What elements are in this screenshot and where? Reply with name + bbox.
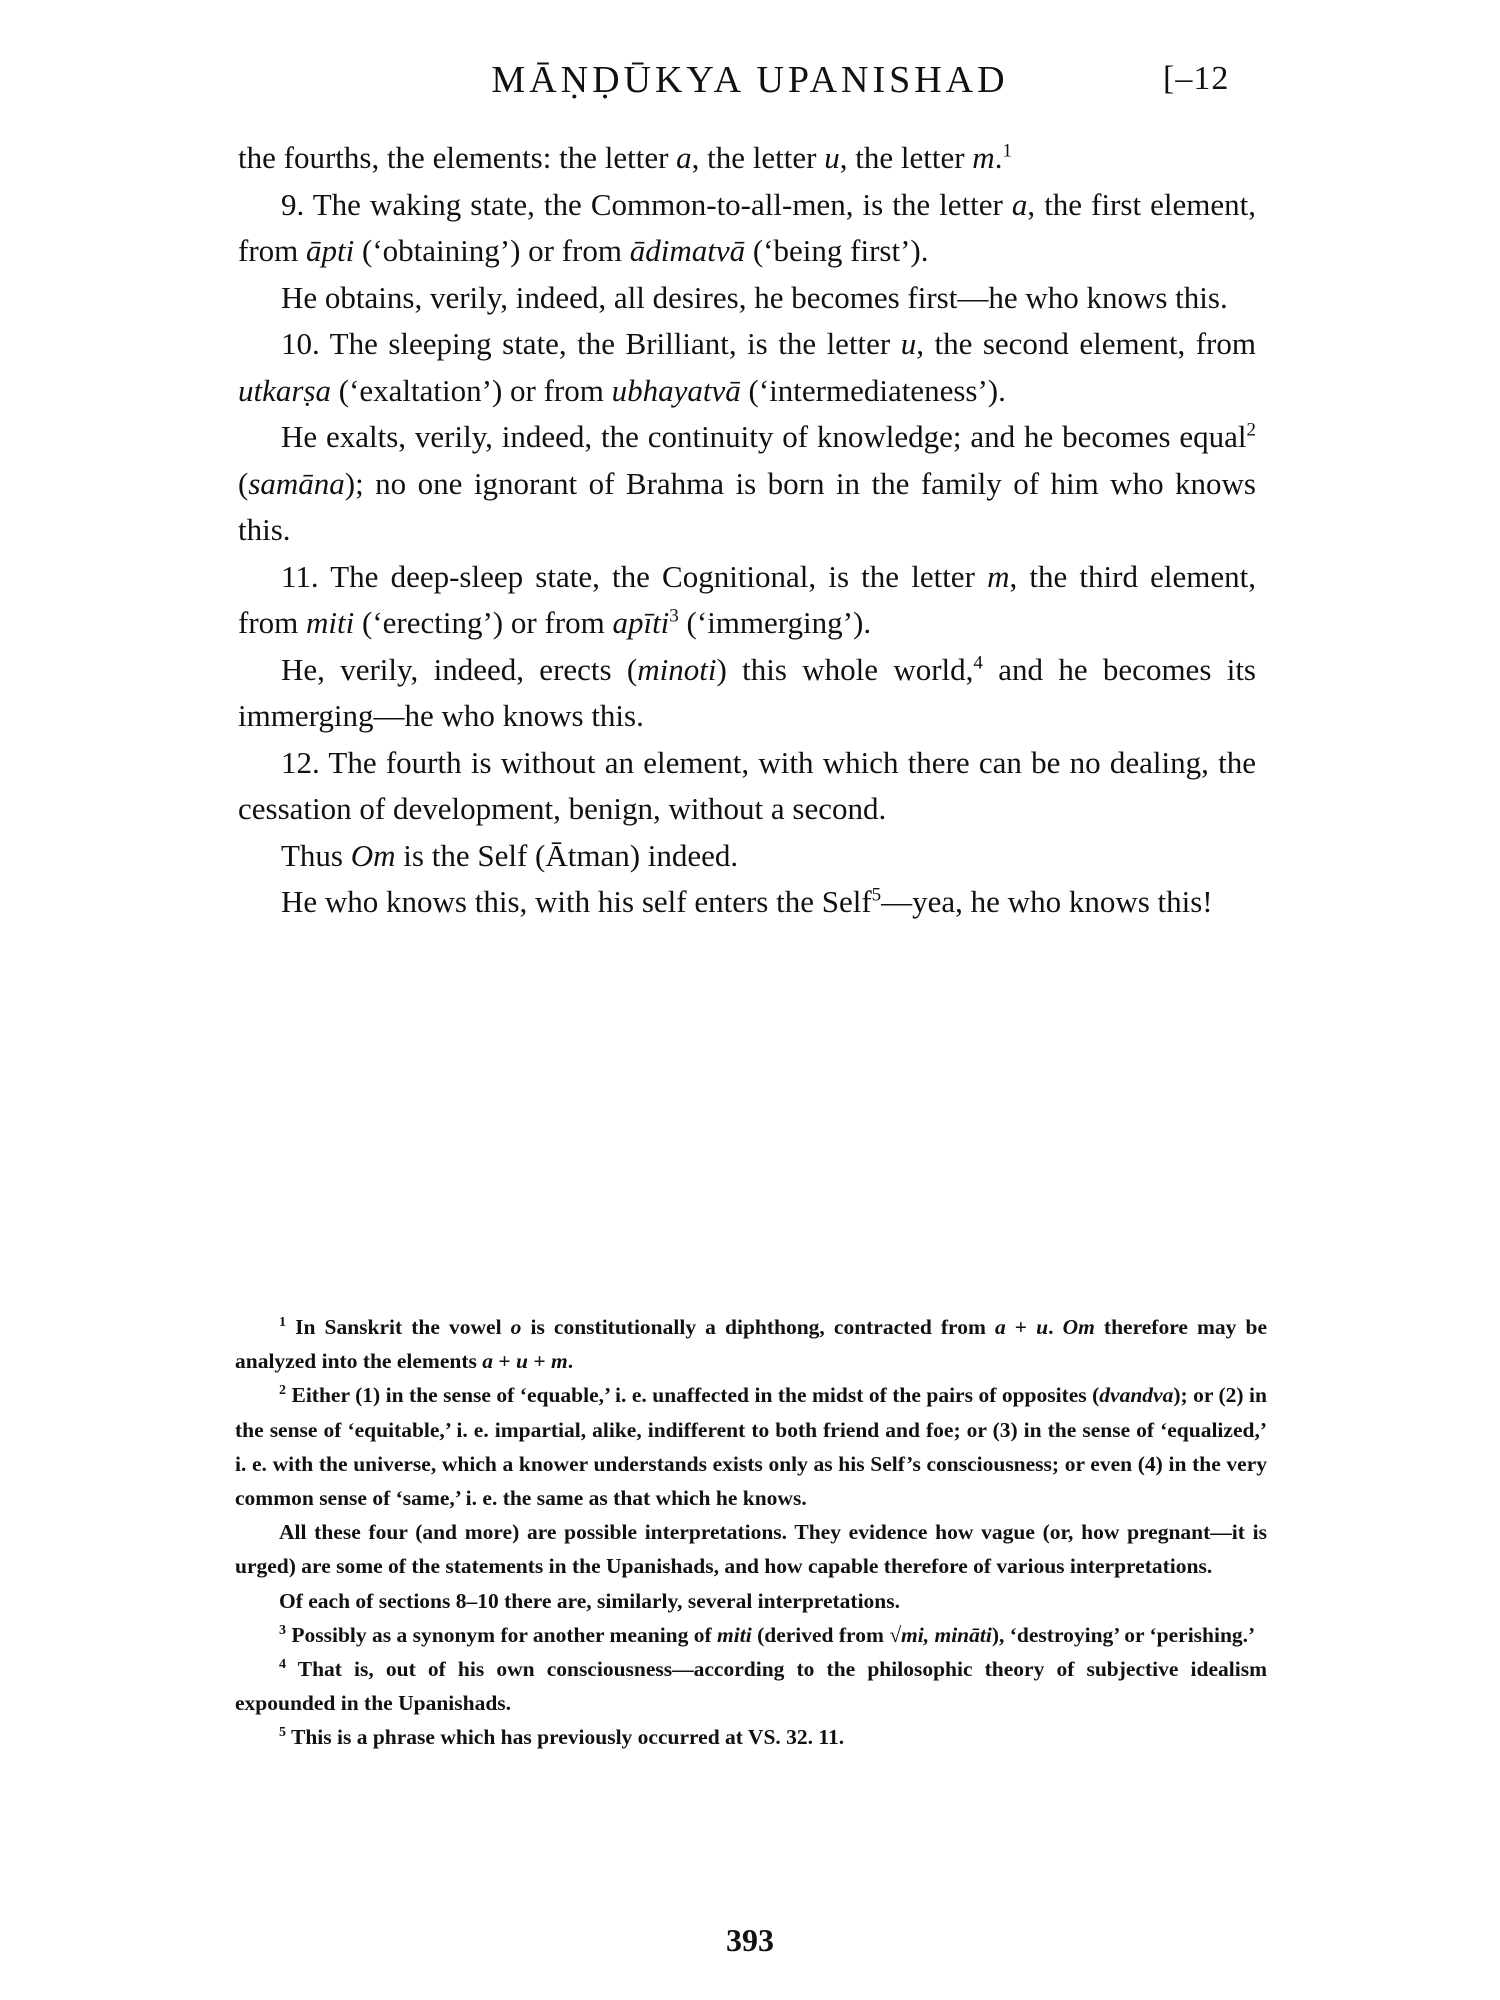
- main-text: [238, 135, 1256, 926]
- footnote-2: $^2$ Either (1) in the sense of ‘equable,’ i. e. unaffected in the midst of the pairs of opposites (dvandva); or (2) in the sense of ‘equitable,’ i. e. impartial, alike, indifferent to both friend and foe; or (3) in the sense of ‘equalized,’ i. e. with the universe, which a knower understands exists only as his Self’s consciousness; or even (4) in the very common sense of ‘same,’ i. e. the same as that which he knows.: [235, 1383, 1267, 1511]
- paragraph-section-10: 10. The sleeping state, the Brilliant, is the letter u, the second element, from utkarṣa (‘exaltation’) or from ubhayatvā (‘intermediateness’).: [238, 326, 1256, 408]
- paragraph-closing: He who knows this, with his self enters the Self$^5$—yea, he who knows this!: [281, 884, 1213, 919]
- footnote-3: $^3$ Possibly as a synonym for another meaning of miti (derived from √mi, mināti), ‘destroying’ or ‘perishing.’: [279, 1622, 1256, 1647]
- paragraph-section-9: 9. The waking state, the Common-to-all-men, is the letter a, the first element, from āpti (‘obtaining’) or from ādimatvā (‘being first’).: [238, 186, 1256, 268]
- footnote-ref: 5: [871, 884, 882, 906]
- paragraph-9-commentary: He obtains, verily, indeed, all desires, he becomes first—he who knows this.: [281, 279, 1228, 315]
- footnote-2-continued: All these four (and more) are possible interpretations. They evidence how vague (or, how pregnant—it is urged) are some of the statements in the Upanishads, and how capable therefore of various interpretations.: [235, 1520, 1267, 1579]
- footnote-4: $^4$ That is, out of his own consciousness—according to the philosophic theory of subjective idealism expounded in the Upanishads.: [235, 1656, 1267, 1716]
- footnote-ref: 2: [1246, 419, 1256, 441]
- paragraph-section-11: 11. The deep-sleep state, the Cognitional, is the letter m, the third element, from miti (‘erecting’) or from apīti$^3$ (‘immerging’).: [238, 558, 1256, 640]
- paragraph-section-12: 12. The fourth is without an element, with which there can be no dealing, the cessation of development, benign, without a second.: [238, 744, 1256, 826]
- footnote-ref: 3: [669, 605, 679, 627]
- section-reference: [–12: [1163, 60, 1230, 97]
- footnote-1: $^1$ In Sanskrit the vowel o is constitutionally a diphthong, contracted from a + u. Om therefore may be analyzed into the elements a + u + m.: [235, 1314, 1267, 1374]
- paragraph-10-commentary: He exalts, verily, indeed, the continuity of knowledge; and he becomes equal$^2$ (samāna); no one ignorant of Brahma is born in the family of him who knows this.: [238, 419, 1256, 547]
- footnote-ref: 1: [1002, 140, 1012, 162]
- page-number: 393: [726, 1922, 774, 1958]
- footnote-2-sections: Of each of sections 8–10 there are, similarly, several interpretations.: [279, 1588, 900, 1613]
- running-header: [0, 58, 1500, 108]
- paragraph-11-commentary: He, verily, indeed, erects (minoti) this whole world,$^4$ and he becomes its immerging—he who knows this.: [238, 651, 1256, 733]
- paragraph-continuation: the fourths, the elements: the letter a, the letter u, the letter m.$^1$: [238, 140, 1012, 175]
- running-title: MĀṆḌŪKYA UPANISHAD: [491, 59, 1009, 101]
- paragraph-om-self: Thus Om is the Self (Ātman) indeed.: [281, 837, 739, 873]
- footnote-5: $^5$ This is a phrase which has previously occurred at VS. 32. 11.: [279, 1725, 845, 1750]
- footnotes: [235, 1310, 1267, 1755]
- footnote-ref: 4: [973, 652, 983, 674]
